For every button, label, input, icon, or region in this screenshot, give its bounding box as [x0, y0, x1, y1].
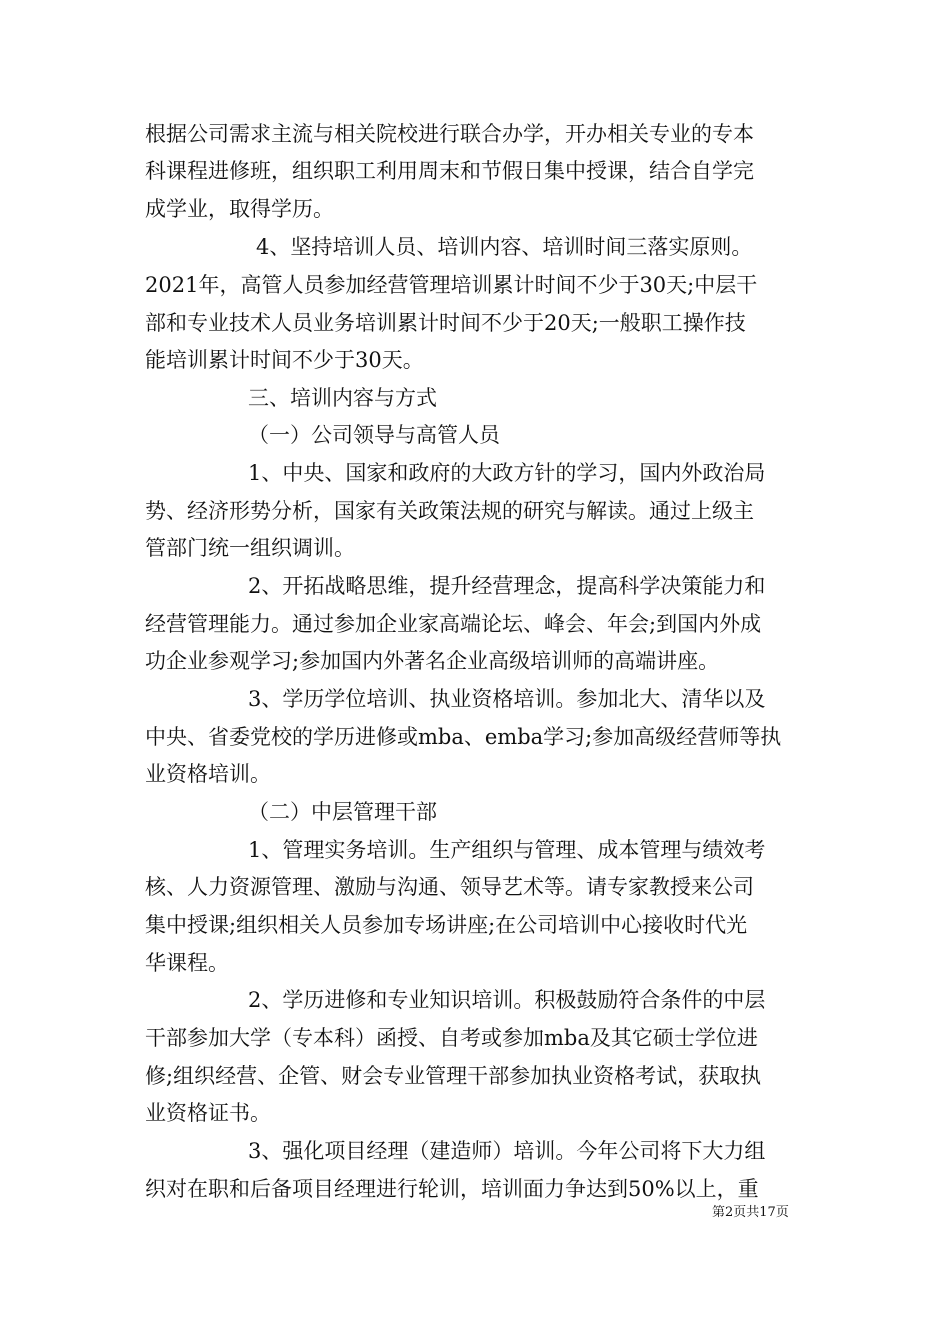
body-line: 能培训累计时间不少于30天。: [145, 348, 424, 372]
body-line: 经营管理能力。通过参加企业家高端论坛、峰会、年会;到国内外成: [145, 612, 762, 636]
body-line: 业资格证书。: [145, 1101, 271, 1125]
body-line: 2、开拓战略思维，提升经营理念，提高科学决策能力和: [248, 574, 766, 598]
body-line: 3、学历学位培训、执业资格培训。参加北大、清华以及: [248, 687, 766, 711]
body-line: 势、经济形势分析，国家有关政策法规的研究与解读。通过上级主: [145, 499, 754, 523]
subsection-heading: （一）公司领导与高管人员: [248, 423, 500, 447]
body-line: 3、强化项目经理（建造师）培训。今年公司将下大力组: [248, 1139, 766, 1163]
body-line: 业资格培训。: [145, 762, 271, 786]
body-line: 1、中央、国家和政府的大政方针的学习，国内外政治局: [248, 461, 766, 485]
body-line: 集中授课;组织相关人员参加专场讲座;在公司培训中心接收时代光: [145, 913, 748, 937]
page-number: 第2页共17页: [712, 1205, 789, 1220]
body-line: 根据公司需求主流与相关院校进行联合办学，开办相关专业的专本: [145, 122, 754, 146]
body-line: 管部门统一组织调训。: [145, 536, 355, 560]
body-line: 1、管理实务培训。生产组织与管理、成本管理与绩效考: [248, 838, 766, 862]
body-line: 2、学历进修和专业知识培训。积极鼓励符合条件的中层: [248, 988, 766, 1012]
body-line: 部和专业技术人员业务培训累计时间不少于20天;一般职工操作技: [145, 311, 746, 335]
body-line: 修;组织经营、企管、财会专业管理干部参加执业资格考试，获取执: [145, 1064, 762, 1088]
subsection-heading: （二）中层管理干部: [248, 800, 437, 824]
body-line: 科课程进修班，组织职工利用周末和节假日集中授课，结合自学完: [145, 159, 754, 183]
body-line: 核、人力资源管理、激励与沟通、领导艺术等。请专家教授来公司: [145, 875, 754, 899]
body-line: 中央、省委党校的学历进修或mba、emba学习;参加高级经营师等执: [145, 725, 782, 749]
body-line: 功企业参观学习;参加国内外著名企业高级培训师的高端讲座。: [145, 649, 720, 673]
body-line: 华课程。: [145, 951, 229, 975]
body-line: 4、坚持培训人员、培训内容、培训时间三落实原则。: [256, 235, 753, 259]
body-line: 成学业，取得学历。: [145, 197, 334, 221]
body-line: 2021年，高管人员参加经营管理培训累计时间不少于30天;中层干: [145, 273, 758, 297]
body-line: 织对在职和后备项目经理进行轮训，培训面力争达到50%以上，重: [145, 1177, 759, 1201]
body-line: 干部参加大学（专本科）函授、自考或参加mba及其它硕士学位进: [145, 1026, 758, 1050]
section-heading: 三、培训内容与方式: [248, 386, 437, 410]
